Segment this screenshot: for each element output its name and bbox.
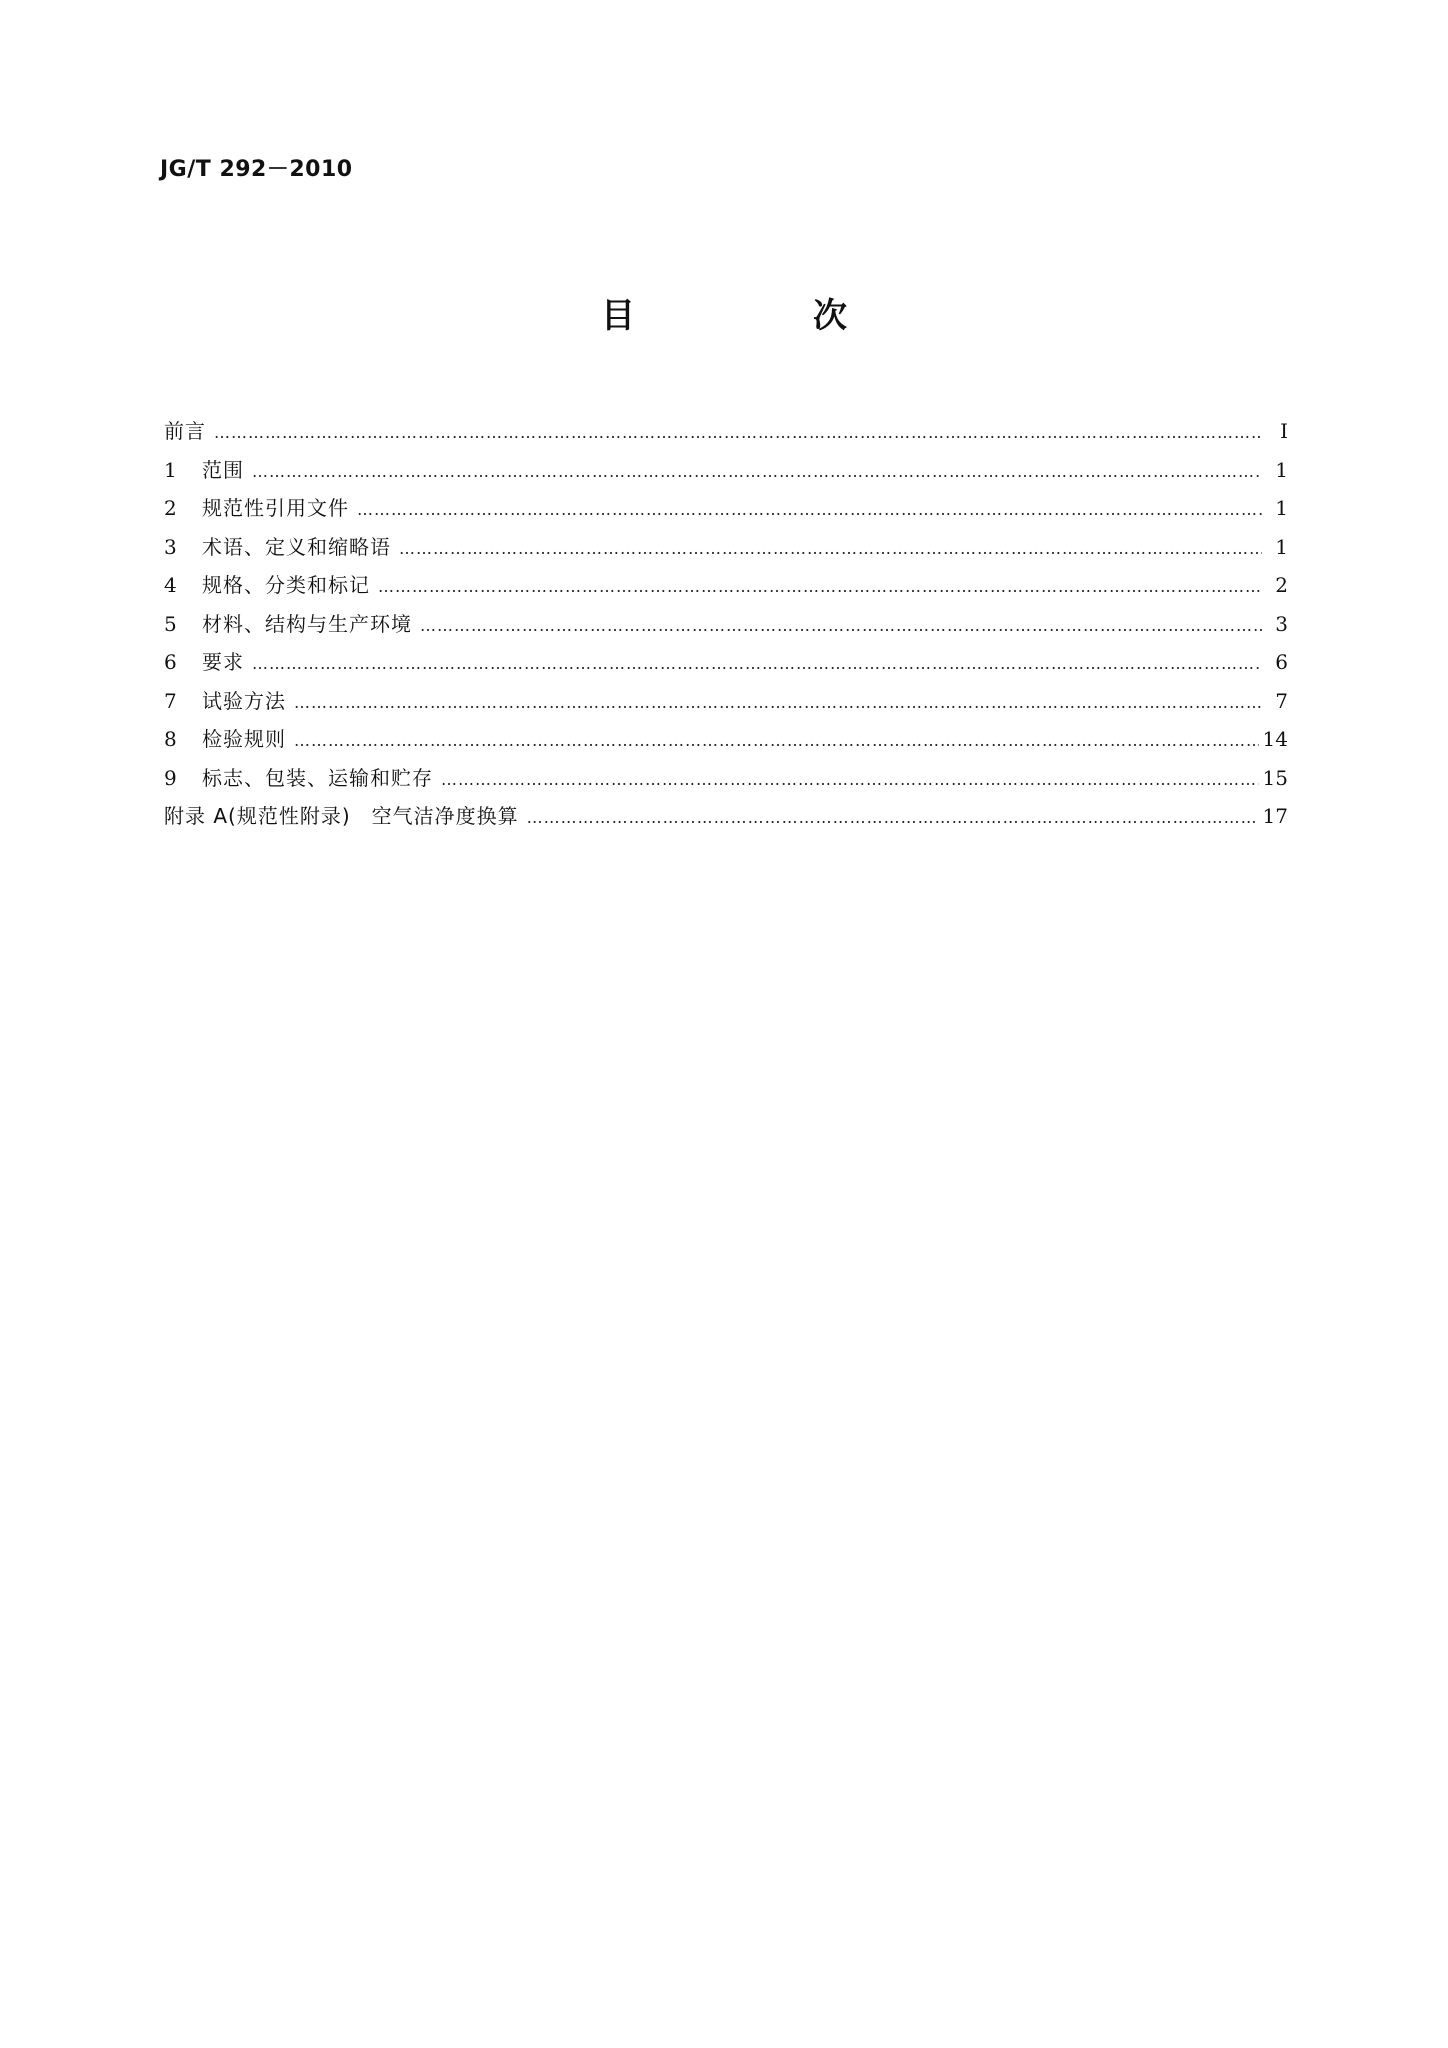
- toc-entry-page: 1: [1275, 534, 1288, 559]
- toc-entry-number: 9: [164, 765, 177, 790]
- toc-entry-label: 规格、分类和标记: [202, 573, 370, 597]
- toc-entry-label: 试验方法: [202, 688, 286, 713]
- toc-entry-page: 3: [1275, 611, 1288, 636]
- toc-entry-number: 7: [164, 688, 177, 713]
- toc-leader-dots: [294, 722, 1259, 759]
- toc-entry-label: 规范性引用文件: [202, 496, 349, 520]
- toc-leader-dots: [357, 491, 1262, 528]
- toc-entry-label: 术语、定义和缩略语: [202, 534, 391, 559]
- toc-title: 目 次: [601, 296, 919, 336]
- toc-entry-number: 6: [164, 650, 177, 674]
- toc-entry-3[interactable]: [164, 528, 1288, 567]
- toc-entry-1[interactable]: [164, 451, 1288, 490]
- toc-entry-page: 1: [1275, 496, 1288, 520]
- toc-entry-appendix-a[interactable]: [164, 797, 1288, 836]
- toc-leader-dots: [294, 684, 1262, 721]
- toc-entry-number: 2: [164, 496, 177, 520]
- toc-entry-9[interactable]: [164, 759, 1288, 798]
- toc-entry-label: 附录 A(规范性附录) 空气洁净度换算: [164, 804, 519, 828]
- toc-entry-label: 范围: [202, 457, 244, 482]
- toc-entry-number: 8: [164, 727, 177, 751]
- toc-entry-label: 标志、包装、运输和贮存: [202, 765, 433, 790]
- toc-entry-number: 5: [164, 611, 177, 636]
- toc-entry-number: 4: [164, 573, 177, 597]
- toc-entry-2[interactable]: [164, 489, 1288, 528]
- toc-entry-number: 3: [164, 534, 177, 559]
- document-code: JG/T 292－2010: [160, 157, 353, 182]
- toc-entry-page: 1: [1275, 457, 1288, 482]
- toc-entry-page: 17: [1262, 804, 1288, 828]
- toc-leader-dots: [214, 414, 1262, 451]
- toc-entry-label: 前言: [164, 419, 206, 443]
- toc-entry-5[interactable]: [164, 605, 1288, 644]
- toc-entry-page: 2: [1275, 573, 1288, 597]
- toc-leader-dots: [420, 607, 1262, 644]
- toc-entry-page: 7: [1275, 688, 1288, 713]
- toc-leader-dots: [399, 530, 1262, 567]
- toc-entry-label: 要求: [202, 650, 244, 674]
- toc-leader-dots: [252, 645, 1262, 682]
- toc-entry-8[interactable]: [164, 720, 1288, 759]
- toc-entry-4[interactable]: [164, 566, 1288, 605]
- toc-entry-6[interactable]: [164, 643, 1288, 682]
- toc-entry-page: 15: [1262, 765, 1288, 790]
- toc-entry-number: 1: [164, 457, 177, 482]
- toc-leader-dots: [527, 799, 1259, 836]
- toc-entry-page: Ⅰ: [1280, 419, 1288, 443]
- table-of-contents: [164, 412, 1288, 836]
- toc-entry-label: 检验规则: [202, 727, 286, 751]
- toc-entry-7[interactable]: [164, 682, 1288, 721]
- toc-leader-dots: [378, 568, 1262, 605]
- toc-entry-foreword[interactable]: [164, 412, 1288, 451]
- toc-entry-label: 材料、结构与生产环境: [202, 611, 412, 636]
- toc-leader-dots: [252, 453, 1262, 490]
- toc-entry-page: 14: [1262, 727, 1288, 751]
- toc-leader-dots: [441, 761, 1259, 798]
- toc-entry-page: 6: [1275, 650, 1288, 674]
